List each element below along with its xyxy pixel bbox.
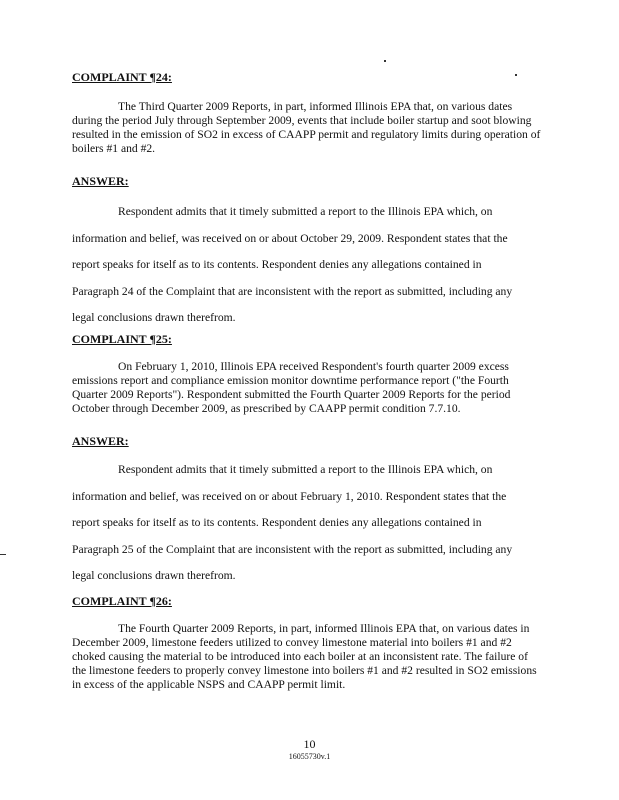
complaint-25-paragraph: On February 1, 2010, Illinois EPA received Respondent's fourth quarter 2009 excess emissions report and compliance emission monitor downtime performance report ("the Fourth Quarter 2009 Reports"). Respondent submitted the Fourth Quarter 2009 Reports for the period October through December 2009, as prescribed by CAAPP permit condition 7.7.10. — [72, 360, 511, 415]
answer-24-heading: ANSWER: — [72, 174, 129, 188]
answer-25-heading: ANSWER: — [72, 434, 129, 448]
answer-line: report speaks for itself as to its contents. Respondent denies any allegations contained in — [72, 516, 482, 529]
scan-speck — [384, 60, 386, 62]
scan-speck — [0, 554, 6, 555]
answer-line: Respondent admits that it timely submitted a report to the Illinois EPA which, on — [118, 205, 493, 218]
answer-line: Paragraph 25 of the Complaint that are inconsistent with the report as submitted, including any — [72, 542, 513, 556]
answer-line: Respondent admits that it timely submitted a report to the Illinois EPA which, on — [118, 463, 493, 476]
answer-25-body — [72, 463, 542, 596]
page-number: 10 — [303, 737, 316, 751]
answer-line: Paragraph 24 of the Complaint that are inconsistent with the report as submitted, including any — [72, 284, 513, 298]
complaint-25-heading: COMPLAINT ¶25: — [72, 332, 172, 346]
answer-line: report speaks for itself as to its contents. Respondent denies any allegations contained in — [72, 258, 482, 271]
answer-line: information and belief, was received on or about February 1, 2010. Respondent states that the — [72, 489, 507, 503]
answer-line: legal conclusions drawn therefrom. — [72, 569, 236, 582]
complaint-24-heading: COMPLAINT ¶24: — [72, 70, 172, 84]
complaint-26-heading: COMPLAINT ¶26: — [72, 594, 172, 608]
answer-line: information and belief, was received on or about October 29, 2009. Respondent states that the — [72, 231, 508, 245]
complaint-24-paragraph: The Third Quarter 2009 Reports, in part, informed Illinois EPA that, on various dates during the period July through September 2009, events that include boiler startup and soot blowing resulted in the emission of SO2 in excess of CAAPP permit and regulatory limits during operation of boilers #1 and #2. — [72, 100, 541, 155]
answer-line: legal conclusions drawn therefrom. — [72, 311, 236, 324]
document-id: 16055730v.1 — [288, 752, 331, 761]
complaint-26-paragraph: The Fourth Quarter 2009 Reports, in part, informed Illinois EPA that, on various dates in December 2009, limestone feeders utilized to convey limestone material into boilers #1 and #2 choked causing the material to be introduced into each boiler at an inconsistent rate. The failure of the limestone feeders to properly convey limestone into boilers #1 and #2 resulted in SO2 emissions in excess of the applicable NSPS and CAAPP permit limit. — [72, 622, 537, 691]
answer-24-body — [72, 205, 542, 338]
